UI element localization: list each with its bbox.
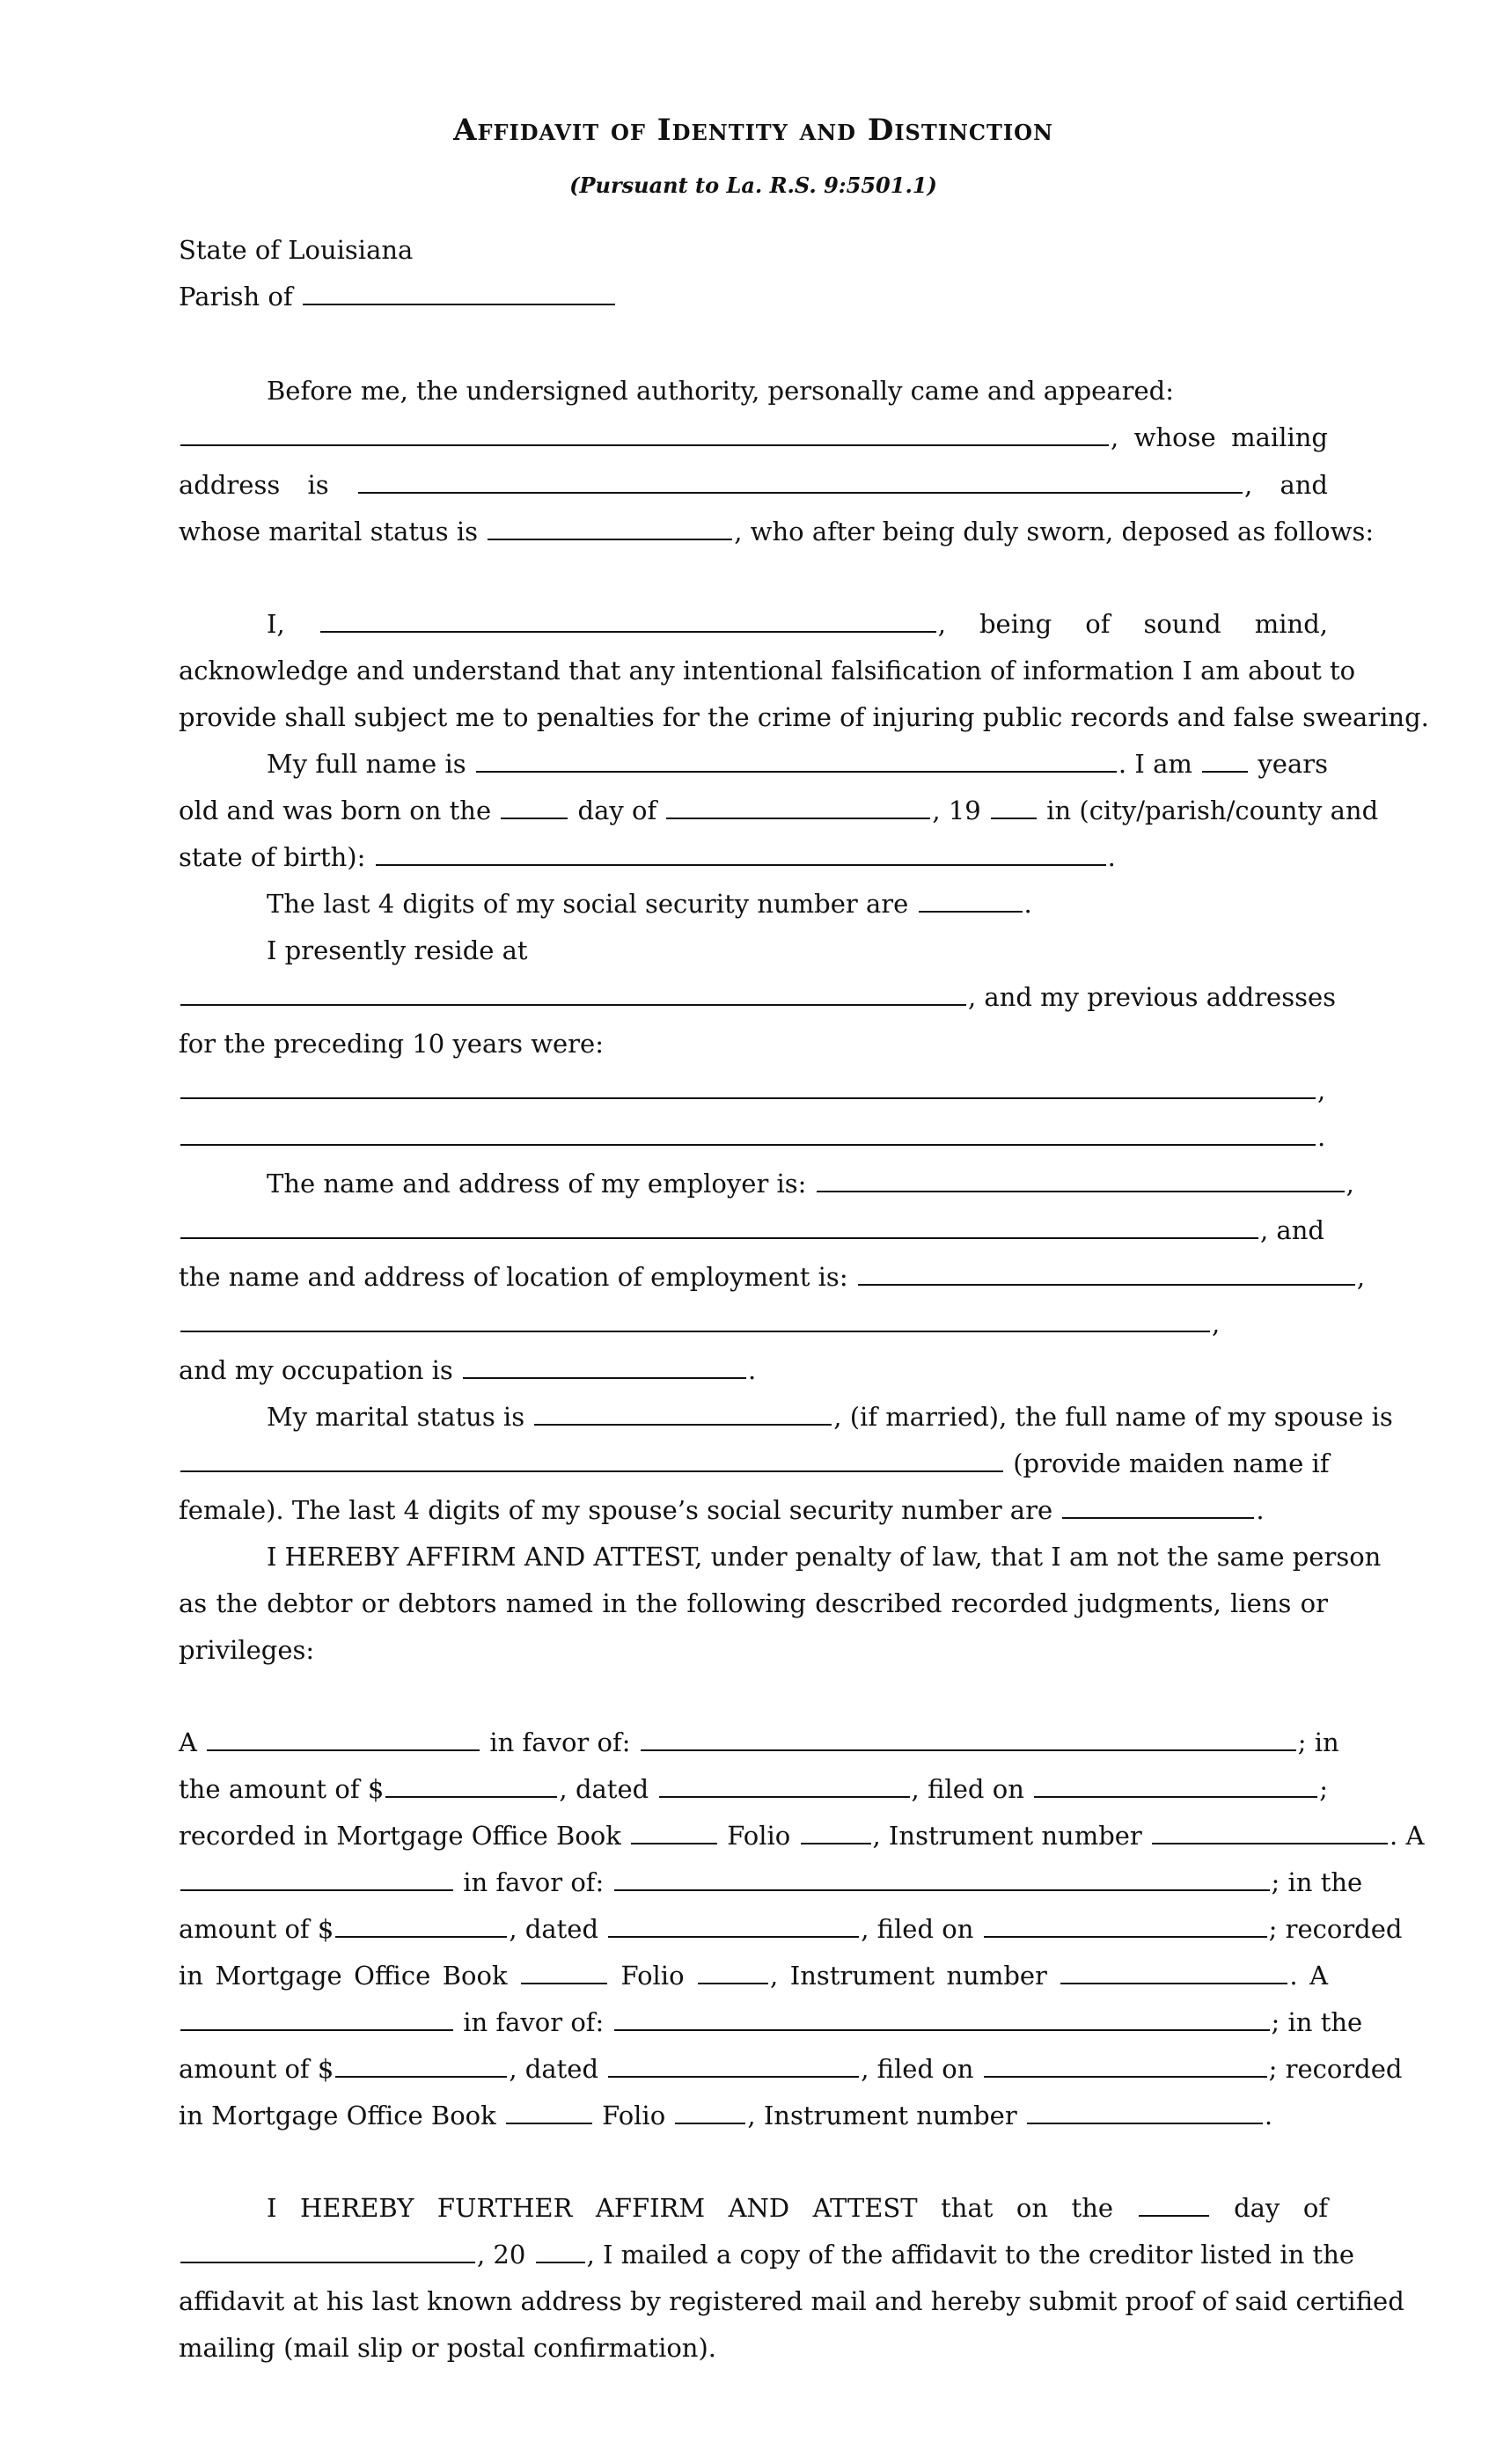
occupation-field[interactable] [463,1347,746,1379]
text-marital: whose marital status is [179,517,478,546]
birth-place-field[interactable] [376,834,1106,866]
text-period: . [1264,2101,1273,2130]
previous-address-field-2[interactable] [180,1114,1316,1146]
spouse-line [179,1394,1393,1440]
text-dated: , dated [559,1774,649,1804]
text-comma: , [1317,1075,1326,1105]
text-previous-addresses: , and my previous addresses [968,982,1337,1012]
text-full-name: My full name is [267,749,466,779]
judgment-2-line-3 [179,1953,1328,1998]
spouse-name-line [179,1441,1328,1486]
intro-line [179,368,1328,414]
judgment-2-type-field[interactable] [180,1859,453,1891]
birth-month-field[interactable] [666,788,930,819]
judgment-3-line-1 [179,1999,1363,2045]
judgment-2-book-field[interactable] [521,1953,607,1984]
text-instrument: Instrument [789,1961,935,1991]
text-folio: Folio [602,2101,666,2130]
text-whose-mailing: , whose mailing [1111,422,1328,452]
judgment-2-creditor-field[interactable] [614,1859,1270,1891]
text-sound-mind: , being of sound mind, [937,609,1328,639]
employment-location-field[interactable] [858,1254,1355,1286]
judgment-3-date-field[interactable] [608,2046,859,2078]
text-filed-on: , filed on [861,1914,974,1944]
state-line [179,227,1328,273]
text-period: . [1023,889,1032,919]
text-folio: Folio [727,1821,791,1851]
intro-text: Before me, the undersigned authority, personally came and appeared: [267,376,1174,406]
judgment-3-folio-field[interactable] [675,2093,745,2124]
text-city-parish: in (city/parish/county and [1046,796,1379,825]
text-comma: , [1356,1262,1366,1292]
text-filed-on: , filed on [911,1774,1024,1804]
judgment-2-line-2 [179,1906,1403,1952]
ssn-line [179,881,1328,927]
previous-label-line [179,1021,1328,1067]
judgment-2-folio-field[interactable] [698,1953,768,1984]
text-line [179,1534,1382,1580]
text-and: , and [1260,1215,1324,1245]
document-title: Affidavit of Identity and Distinction [453,113,1053,148]
text-sworn: , who after being duly sworn, deposed as follows: [734,517,1375,546]
judgment-2-line-1 [179,1859,1363,1905]
employment-location-line-2 [179,1301,1328,1346]
text-amount: amount of $ [179,2054,334,2084]
text-employer: The name and address of my employer is: [267,1169,807,1199]
text-preceding-years: for the preceding 10 years were: [179,1029,604,1059]
previous-address-field-1[interactable] [180,1067,1316,1099]
previous-address-line-1 [179,1067,1328,1113]
text-recorded: ; recorded [1268,1914,1403,1944]
judgment-1-creditor-field[interactable] [641,1720,1296,1751]
text-ssn: The last 4 digits of my social security number are [267,889,909,919]
mailing-day-field[interactable] [1139,2185,1209,2217]
mailing-address-field[interactable] [358,462,1243,494]
text-maiden-name: (provide maiden name if [1013,1448,1330,1478]
marital-status-line [179,509,1375,554]
employer-address-field[interactable] [180,1207,1258,1239]
text-line [179,1627,1328,1673]
text-19: , 19 [932,796,981,825]
marital-status-field-2[interactable] [534,1394,832,1426]
text-folio: Folio [620,1961,685,1991]
residence-line [179,974,1337,1020]
text-line [179,694,1429,740]
declarant-name-field[interactable] [320,601,936,633]
mailing-month-field[interactable] [180,2232,475,2263]
text-period: . [1317,1122,1326,1152]
text-mailed-copy: , I mailed a copy of the affidavit to the creditor listed in the [586,2240,1355,2270]
judgment-3-creditor-field[interactable] [614,1999,1270,2031]
text-years: years [1258,749,1329,779]
text-day-of: day of [577,796,657,825]
judgment-2-amount-field[interactable] [335,1906,507,1938]
mail-slip-text: mailing (mail slip or postal confirmation). [179,2333,717,2363]
judgment-3-amount-field[interactable] [335,2046,507,2078]
text-occupation: and my occupation is [179,1355,453,1385]
judgment-1-date-field[interactable] [659,1766,910,1798]
ssn-field[interactable] [919,881,1023,913]
text-further-affirm: I HEREBY FURTHER AFFIRM AND ATTEST that on the [267,2193,1114,2223]
text-i-am: . I am [1118,749,1192,779]
judgment-2-filed-field[interactable] [984,1906,1267,1938]
text-address-is: address is [179,470,329,500]
text-amount: amount of $ [179,1914,334,1944]
text-spouse: , (if married), the full name of my spouse is [833,1402,1393,1432]
current-address-field[interactable] [180,974,966,1006]
parish-field[interactable] [303,274,615,305]
employer-line [179,1161,1354,1206]
appearer-name-field[interactable] [180,414,1109,446]
judgment-1-filed-field[interactable] [1034,1766,1317,1798]
text-recorded: ; recorded [1268,2054,1403,2084]
text-line [179,648,1356,693]
text-dated: , dated [509,1914,599,1944]
text-in-the: ; in the [1271,1867,1363,1897]
text-semicolon: ; [1319,1774,1329,1804]
judgment-3-filed-field[interactable] [984,2046,1267,2078]
text-in-favor: in favor of: [489,1727,631,1757]
birth-day-field[interactable] [501,788,568,819]
text-instrument: , Instrument number [747,2101,1017,2130]
text-comma: , [1346,1169,1354,1199]
further-affirm-line [179,2185,1328,2231]
text-mortgage-book: in Mortgage Office Book [179,2101,496,2130]
mailing-year-field[interactable] [536,2232,585,2263]
judgment-1-line-1 [179,1720,1339,1765]
text-line [179,1580,1328,1626]
judgment-3-line-3 [179,2093,1328,2138]
spouse-ssn-field[interactable] [1062,1487,1254,1519]
employment-location-line [179,1254,1366,1300]
text-comma: , [1212,1309,1221,1338]
state-text: State of Louisiana [179,235,414,265]
text-marital: My marital status is [267,1402,525,1432]
text-in-favor: in favor of: [463,1867,605,1897]
text-location: the name and address of location of employment is: [179,1262,848,1292]
full-name-field[interactable] [476,741,1117,773]
judgment-1-instrument-field[interactable] [1152,1813,1388,1844]
text-20: , 20 [477,2240,526,2270]
spouse-name-field[interactable] [180,1441,1003,1472]
privileges-text: privileges: [179,1635,315,1665]
text-reside-at: I presently reside at [267,935,528,965]
parish-label: Parish of [179,282,293,312]
debtor-text: as the debtor or debtors named in the following described recorded judgments, liens or [179,1588,1328,1618]
penalties-text: provide shall subject me to penalties for the crime of injuring public records and false swearing. [179,702,1429,732]
text-and: , and [1243,470,1328,500]
text-amount: the amount of $ [179,1774,385,1804]
text-a: . A [1390,1821,1425,1851]
judgment-1-line-2 [179,1766,1328,1812]
residence-label-line [179,928,1328,973]
judgment-3-type-field[interactable] [180,1999,453,2031]
employment-location-field-2[interactable] [180,1301,1210,1332]
text-i: I, [267,609,285,639]
birth-year-field[interactable] [991,788,1037,819]
text-comma: , [770,1961,779,1991]
text-number: number [946,1961,1047,1991]
text-instrument: , Instrument number [872,1821,1142,1851]
judgment-2-instrument-field[interactable] [1060,1953,1287,1984]
spouse-ssn-line [179,1487,1328,1533]
registered-mail-text: affidavit at his last known address by registered mail and hereby submit proof of said certified [179,2286,1404,2316]
judgment-3-line-2 [179,2046,1403,2092]
text-filed-on: , filed on [861,2054,974,2084]
previous-address-line-2 [179,1114,1328,1160]
text-in: ; in [1297,1727,1339,1757]
judgment-1-book-field[interactable] [631,1813,717,1844]
appearer-line [179,414,1328,460]
judgment-1-line-3 [179,1813,1425,1859]
judgment-1-amount-field[interactable] [385,1766,557,1798]
parish-line [179,274,1328,319]
judgment-3-book-field[interactable] [506,2093,592,2124]
text-a: A [179,1727,197,1757]
employer-address-line [179,1207,1328,1253]
text-mortgage-book: in Mortgage Office Book [179,1961,508,1991]
employer-field[interactable] [817,1161,1345,1192]
text-in-the: ; in the [1271,2007,1363,2037]
birth-date-line [179,788,1379,833]
judgment-1-folio-field[interactable] [801,1813,871,1844]
declarant-line [179,601,1328,647]
text-day-of: day of [1234,2193,1329,2223]
text-period: . [747,1355,757,1385]
judgment-1-type-field[interactable] [207,1720,480,1751]
text-period: . [1107,842,1116,872]
text-period: . [1256,1495,1265,1525]
text-dated: , dated [509,2054,599,2084]
occupation-line [179,1347,1328,1393]
mailing-date-line [179,2232,1355,2277]
text-a: . A [1289,1961,1329,1991]
full-name-line [179,741,1328,787]
affirm-text: I HEREBY AFFIRM AND ATTEST, under penalty of law, that I am not the same person [267,1542,1382,1572]
acknowledge-text: acknowledge and understand that any intentional falsification of information I am about to [179,656,1356,686]
text-spouse-ssn: female). The last 4 digits of my spouse’s social security number are [179,1495,1053,1525]
birth-place-line [179,834,1328,880]
text-in-favor: in favor of: [463,2007,605,2037]
text-state-of-birth: state of birth): [179,842,366,872]
address-line [179,462,1328,508]
document-subtitle: (Pursuant to La. R.S. 9:5501.1) [569,172,937,198]
judgment-2-date-field[interactable] [608,1906,859,1938]
age-field[interactable] [1202,741,1248,773]
marital-status-field[interactable] [488,509,732,540]
text-line [179,2278,1404,2324]
text-line [179,2325,1328,2371]
text-recorded-book: recorded in Mortgage Office Book [179,1821,621,1851]
judgment-3-instrument-field[interactable] [1027,2093,1263,2124]
text-born-on: old and was born on the [179,796,492,825]
